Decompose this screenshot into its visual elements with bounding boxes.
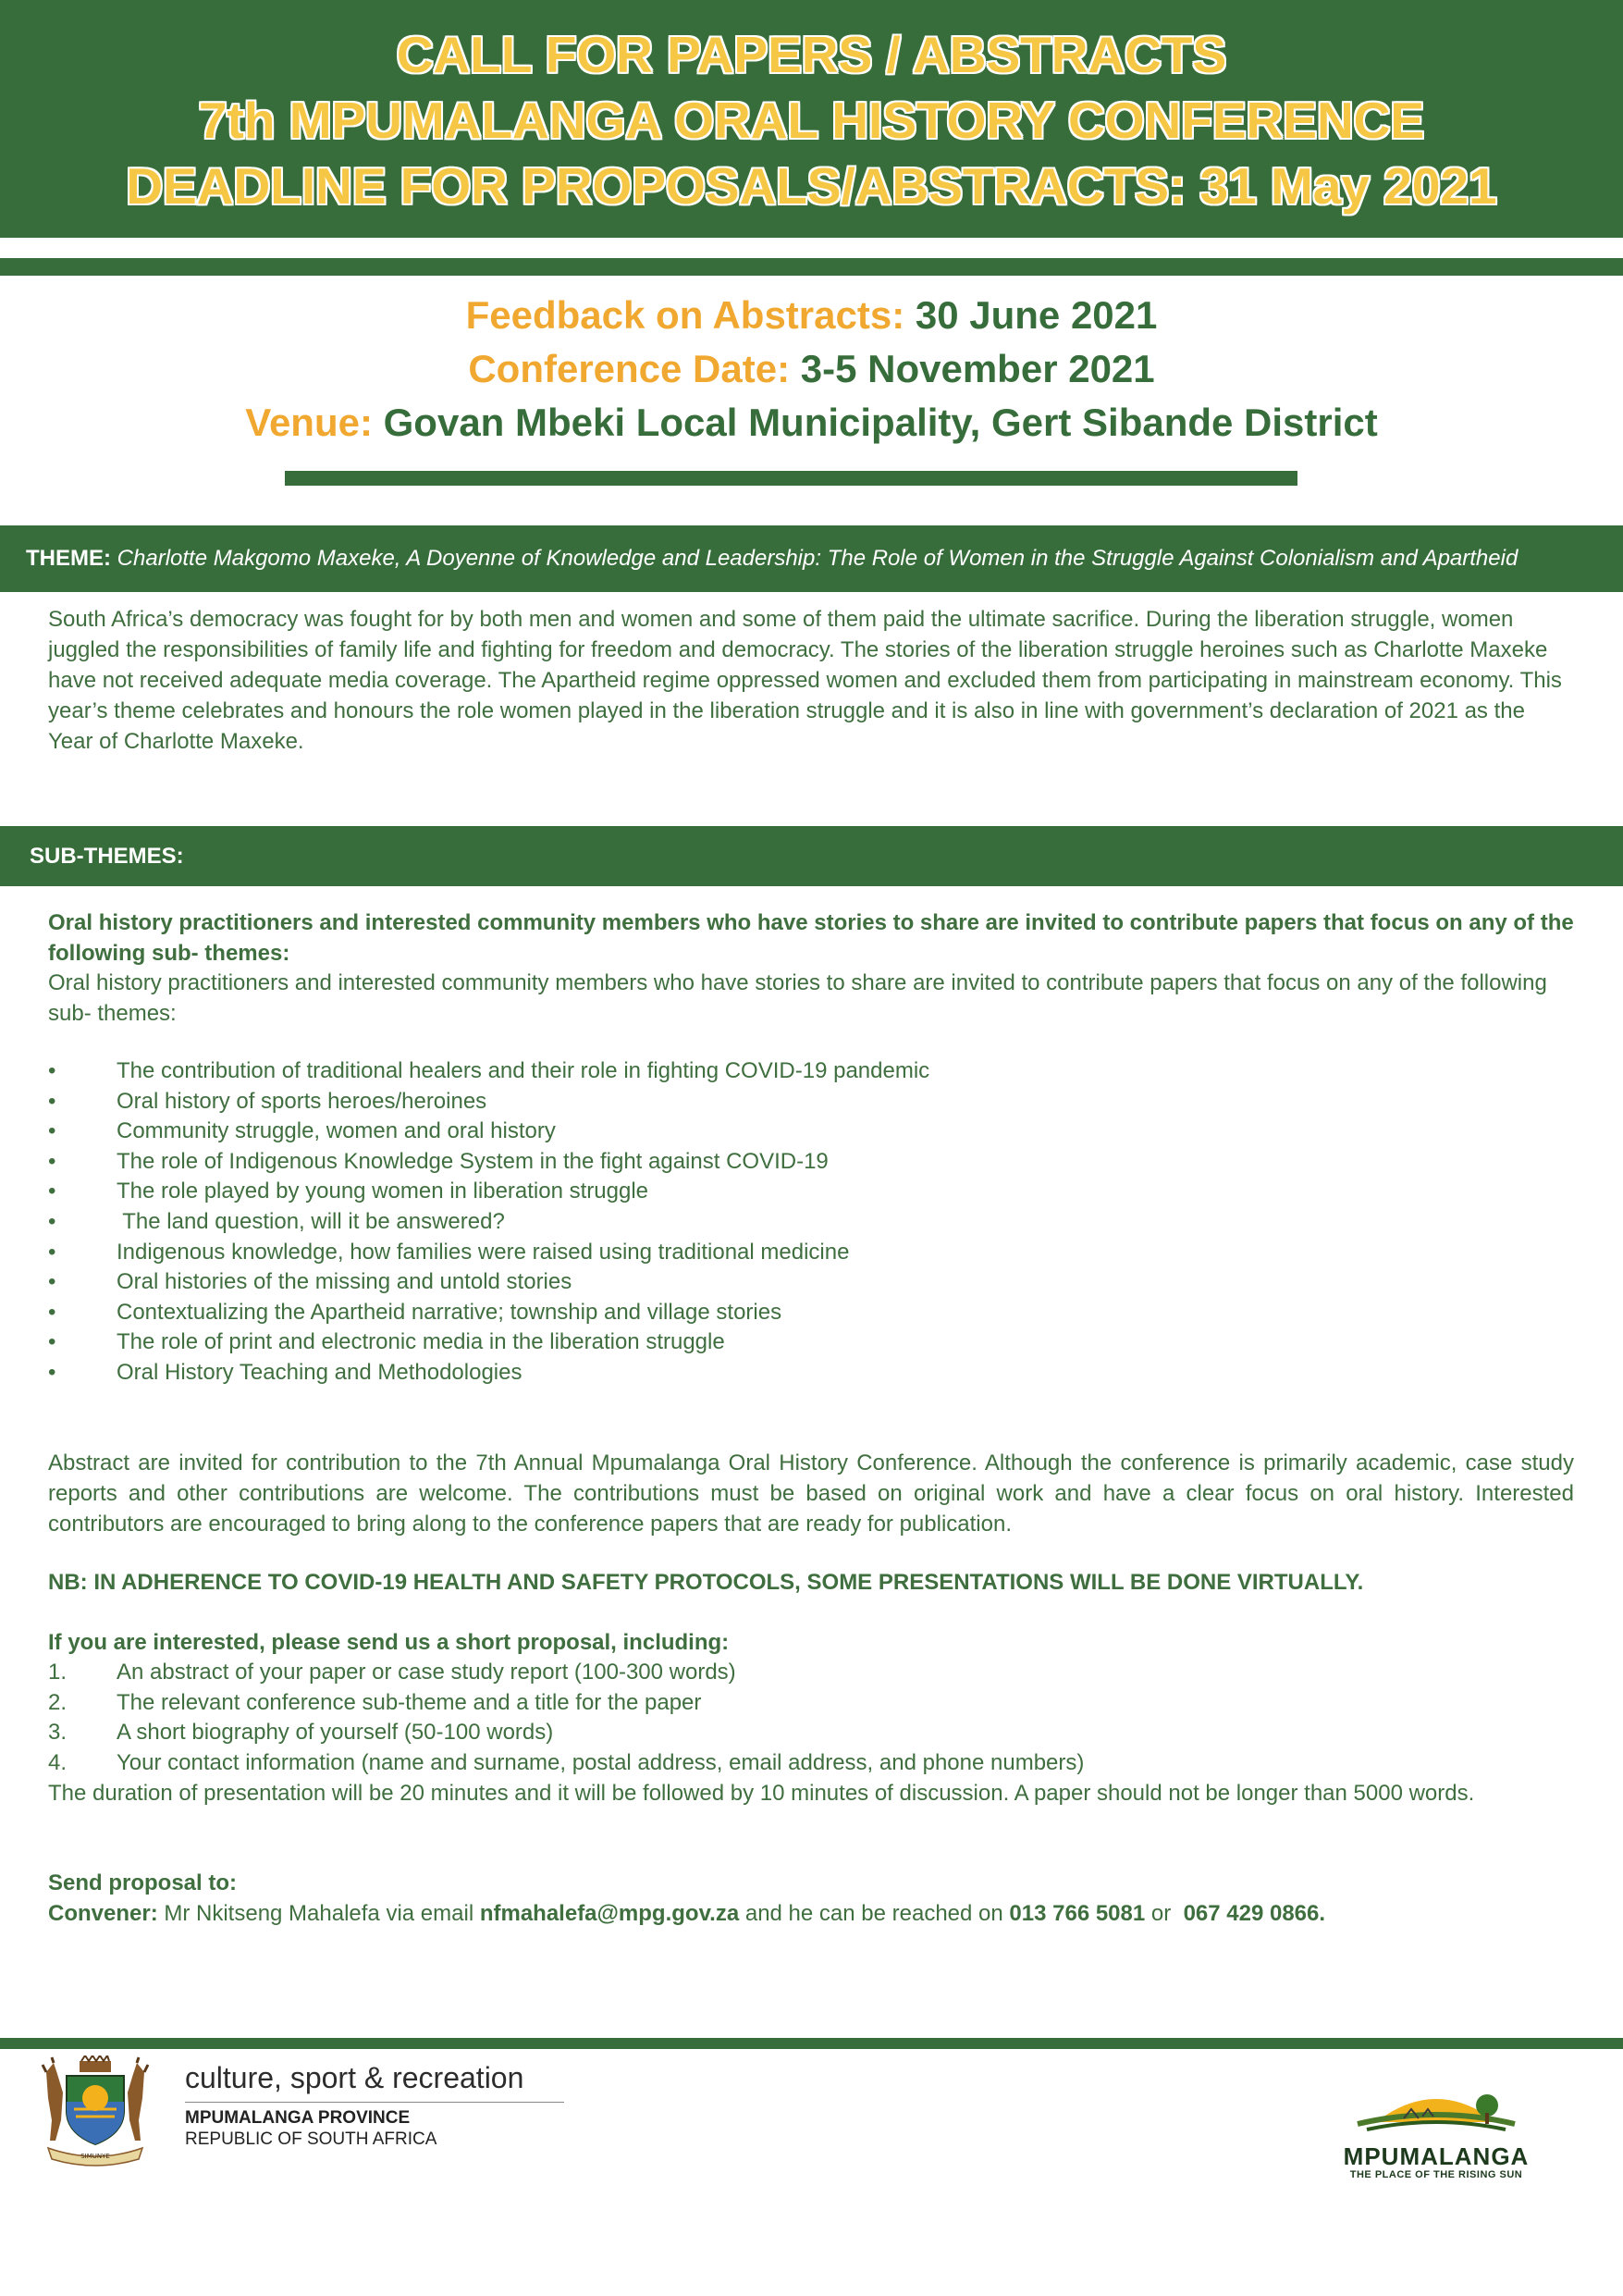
list-item-text: Oral History Teaching and Methodologies: [117, 1359, 523, 1385]
feedback-value: 30 June 2021: [915, 293, 1158, 337]
list-item-text: The relevant conference sub-theme and a title for the paper: [117, 1689, 702, 1715]
list-item-text: The role played by young women in liberation struggle: [117, 1179, 649, 1204]
contact-line: [48, 1898, 1574, 1929]
country-name: REPUBLIC OF SOUTH AFRICA: [185, 2129, 437, 2149]
feedback-label: Feedback on Abstracts:: [465, 293, 905, 337]
list-item: [48, 1688, 1574, 1719]
list-number: 2.: [48, 1689, 68, 1715]
list-item-text: The land question, will it be answered?: [117, 1208, 505, 1234]
conference-date-value: 3-5 November 2021: [800, 347, 1155, 390]
list-item-text: Oral history of sports heroes/heroines: [117, 1088, 487, 1114]
list-item-text: The role of Indigenous Knowledge System in the fight against COVID-19: [117, 1148, 829, 1174]
bullet-marker: •: [48, 1058, 56, 1083]
theme-bar: [0, 525, 1623, 592]
bullet-marker: •: [48, 1118, 56, 1144]
list-item: [48, 1298, 1574, 1328]
list-item: [48, 1238, 1574, 1268]
convener-label: Convener:: [48, 1901, 158, 1926]
department-name: culture, sport & recreation: [185, 2061, 524, 2094]
feedback-date-row: [0, 289, 1623, 342]
list-item-text: An abstract of your paper or case study report (100-300 words): [117, 1660, 736, 1685]
convener-text: Mr Nkitseng Mahalefa via email: [157, 1901, 480, 1926]
list-item: [48, 1718, 1574, 1748]
bullet-marker: •: [48, 1179, 56, 1204]
header-title-line-1: CALL FOR PAPERS / ABSTRACTS: [396, 26, 1227, 83]
bullet-marker: •: [48, 1148, 56, 1174]
abstract-paragraph: Abstract are invited for contribution to the 7th Annual Mpumalanga Oral History Conference. Although the conference is primarily academic, case study reports and other contributions are welcome. The contributions must be based on original work and have a clear focus on oral history. Interested contributors are encouraged to bring along to the conference papers that are ready for publication.: [48, 1450, 1574, 1537]
list-item: [48, 1147, 1574, 1178]
subthemes-bar: SUB-THEMES:: [0, 826, 1623, 886]
list-item: [48, 1327, 1574, 1358]
header-title-line-3: DEADLINE FOR PROPOSALS/ABSTRACTS: 31 May 2021: [126, 157, 1497, 215]
rising-sun-icon: [1339, 2081, 1533, 2135]
coat-motto: SIMUNYE: [80, 2153, 110, 2160]
list-item-text: The role of print and electronic media in the liberation struggle: [117, 1329, 725, 1355]
list-item: [48, 1658, 1574, 1688]
theme-title: Charlotte Makgomo Maxeke, A Doyenne of Knowledge and Leadership: The Role of Women in the Struggle Against Colonialism and Apartheid: [117, 546, 1518, 571]
conference-date-row: [0, 342, 1623, 396]
list-number: 4.: [48, 1749, 68, 1775]
bullet-marker: •: [48, 1239, 56, 1265]
bullet-marker: •: [48, 1269, 56, 1295]
phone-secondary: 067 429 0866.: [1183, 1901, 1326, 1926]
duration-note: The duration of presentation will be 20 minutes and it will be followed by 10 minutes of discussion. A paper should not be longer than 5000 words.: [48, 1781, 1475, 1806]
list-item: [48, 1358, 1574, 1389]
list-number: 1.: [48, 1660, 68, 1685]
conference-date-label: Conference Date:: [468, 347, 791, 390]
proposal-heading: If you are interested, please send us a short proposal, including:: [48, 1630, 730, 1655]
key-dates: [0, 289, 1623, 450]
subthemes-intro-bold: Oral history practitioners and interested community members who have stories to share are invited to contribute papers that focus on any of the following sub- themes:: [48, 910, 1574, 966]
list-number: 3.: [48, 1720, 68, 1746]
contact-heading: Send proposal to:: [48, 1870, 237, 1895]
theme-label: THEME:: [26, 546, 111, 571]
venue-value: Govan Mbeki Local Municipality, Gert Sibande District: [383, 401, 1378, 444]
venue-row: [0, 396, 1623, 450]
bullet-marker: •: [48, 1088, 56, 1114]
footer-department: [26, 2055, 572, 2166]
reach-text: and he can be reached on: [739, 1901, 1010, 1926]
list-item-text: Your contact information (name and surname, postal address, email address, and phone numbers): [117, 1749, 1085, 1775]
theme-body: South Africa’s democracy was fought for by both men and women and some of them paid the ultimate sacrifice. During the liberation struggle, women juggled the responsibilities of family life and fighting for freedom and democracy. The stories of the liberation struggle heroines such as Charlotte Maxeke have not received adequate media coverage. The Apartheid regime oppressed women and excluded them from participating in mainstream economy. This year’s theme celebrates and honours the role women played in the liberation struggle and it is also in line with government’s declaration of 2021 as the Year of Charlotte Maxeke.: [48, 607, 1562, 754]
proposal-list: [48, 1658, 1574, 1778]
bullet-marker: •: [48, 1359, 56, 1385]
header-title-line-2: 7th MPUMALANGA ORAL HISTORY CONFERENCE: [198, 92, 1425, 149]
logo-wordmark: MPUMALANGA: [1343, 2142, 1530, 2170]
header-banner: [0, 0, 1623, 238]
coat-of-arms-icon: [26, 2055, 165, 2166]
list-item: [48, 1267, 1574, 1298]
bullet-marker: •: [48, 1329, 56, 1355]
list-item-text: Contextualizing the Apartheid narrative; township and village stories: [117, 1299, 782, 1325]
department-divider: [185, 2102, 564, 2103]
bullet-marker: •: [48, 1299, 56, 1325]
venue-label: Venue:: [245, 401, 373, 444]
nb-notice: NB: IN ADHERENCE TO COVID-19 HEALTH AND SAFETY PROTOCOLS, SOME PRESENTATIONS WILL BE DONE VIRTUALLY.: [48, 1570, 1364, 1595]
subthemes-intro: Oral history practitioners and interested community members who have stories to share are invited to contribute papers that focus on any of the following sub- themes:: [48, 970, 1547, 1026]
province-name: MPUMALANGA PROVINCE: [185, 2108, 411, 2128]
list-item: [48, 1177, 1574, 1207]
list-item-text: Community struggle, women and oral history: [117, 1118, 556, 1144]
email-link[interactable]: nfmahalefa@mpg.gov.za: [479, 1901, 740, 1926]
list-item: [48, 1748, 1574, 1779]
list-item-text: The contribution of traditional healers and their role in fighting COVID-19 pandemic: [117, 1058, 930, 1083]
mpumalanga-logo: [1339, 2081, 1533, 2183]
bullet-marker: •: [48, 1208, 56, 1234]
divider-bottom: [0, 2038, 1623, 2049]
list-item: [48, 1207, 1574, 1238]
list-item-text: A short biography of yourself (50-100 words): [117, 1720, 554, 1746]
or-text: or: [1145, 1901, 1184, 1926]
department-text: [185, 2055, 564, 2150]
list-item-text: Oral histories of the missing and untold stories: [117, 1269, 572, 1295]
list-item-text: Indigenous knowledge, how families were raised using traditional medicine: [117, 1239, 850, 1265]
subthemes-list: [48, 1056, 1574, 1389]
logo-tagline: THE PLACE OF THE RISING SUN: [1349, 2169, 1523, 2180]
divider-top: [0, 258, 1623, 276]
list-item: [48, 1056, 1574, 1087]
divider-middle: [285, 471, 1297, 486]
list-item: [48, 1117, 1574, 1147]
phone-primary: 013 766 5081: [1009, 1901, 1146, 1926]
list-item: [48, 1087, 1574, 1117]
